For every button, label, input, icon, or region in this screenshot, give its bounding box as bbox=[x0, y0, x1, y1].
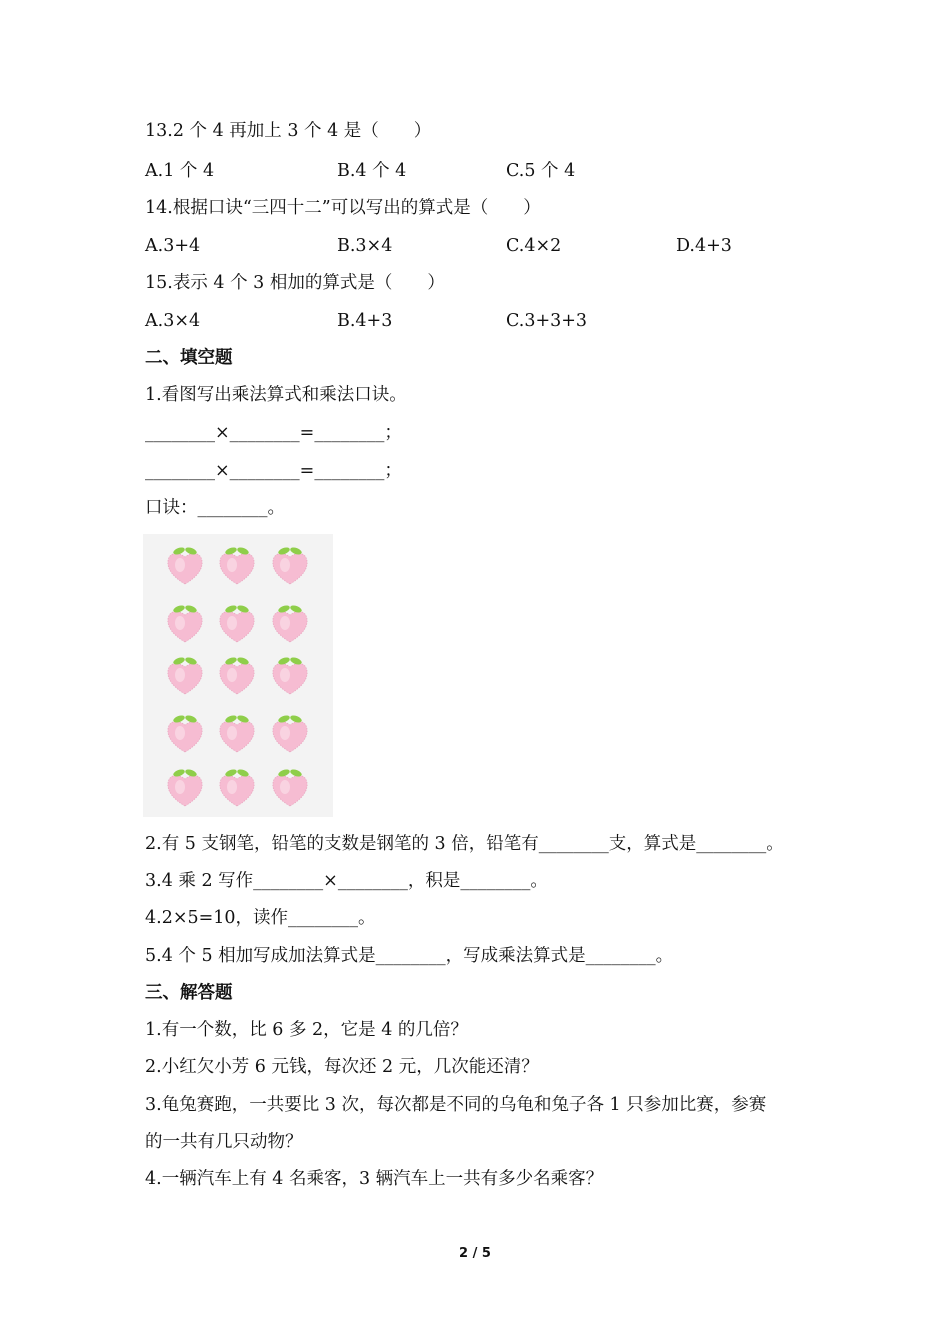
section-heading-answer: 三、解答题 bbox=[145, 983, 233, 1003]
peach-icon bbox=[270, 544, 310, 586]
question-14: 14.根据口诀“三四十二”可以写出的算式是（ ） bbox=[145, 198, 541, 218]
peach-icon bbox=[165, 766, 205, 808]
peach-icon bbox=[165, 712, 205, 754]
peach-icon bbox=[270, 766, 310, 808]
peach-icon bbox=[165, 602, 205, 644]
q15-option-b: B.4+3 bbox=[337, 311, 393, 331]
peach-icon bbox=[217, 712, 257, 754]
q14-option-a: A.3+4 bbox=[145, 236, 201, 256]
q14-option-d: D.4+3 bbox=[676, 236, 732, 256]
peach-icon bbox=[217, 766, 257, 808]
peach-icon bbox=[270, 654, 310, 696]
answer-question-2: 2.小红欠小芳 6 元钱，每次还 2 元，几次能还清？ bbox=[145, 1057, 539, 1077]
q13-option-a: A.1 个 4 bbox=[145, 161, 215, 181]
section-heading-fill-blank: 二、填空题 bbox=[145, 348, 233, 368]
fill-q1-blank-line-1: ________×________=________； bbox=[145, 423, 402, 443]
answer-question-3-line-2: 的一共有几只动物？ bbox=[145, 1132, 303, 1152]
peach-icon bbox=[165, 544, 205, 586]
peach-icon bbox=[165, 654, 205, 696]
q14-option-b: B.3×4 bbox=[337, 236, 393, 256]
peach-icon bbox=[217, 602, 257, 644]
peach-icon bbox=[270, 602, 310, 644]
peach-icon bbox=[217, 654, 257, 696]
question-13: 13.2 个 4 再加上 3 个 4 是（ ） bbox=[145, 121, 432, 141]
fill-question-2: 2.有 5 支钢笔，铅笔的支数是钢笔的 3 倍，铅笔有________支，算式是________。 bbox=[145, 834, 784, 854]
fill-question-4: 4.2×5=10，读作________。 bbox=[145, 908, 376, 928]
q15-option-a: A.3×4 bbox=[145, 311, 201, 331]
q13-option-b: B.4 个 4 bbox=[337, 161, 407, 181]
q14-option-c: C.4×2 bbox=[506, 236, 562, 256]
peach-icon bbox=[217, 544, 257, 586]
q13-option-c: C.5 个 4 bbox=[506, 161, 576, 181]
peach-figure bbox=[143, 534, 333, 817]
fill-question-3: 3.4 乘 2 写作________×________，积是________。 bbox=[145, 871, 548, 891]
peach-icon bbox=[270, 712, 310, 754]
fill-question-1: 1.看图写出乘法算式和乘法口诀。 bbox=[145, 385, 407, 405]
answer-question-1: 1.有一个数，比 6 多 2，它是 4 的几倍？ bbox=[145, 1020, 468, 1040]
answer-question-3-line-1: 3.龟兔赛跑，一共要比 3 次，每次都是不同的乌龟和兔子各 1 只参加比赛，参赛 bbox=[145, 1095, 767, 1115]
fill-question-5: 5.4 个 5 相加写成加法算式是________，写成乘法算式是________。 bbox=[145, 946, 674, 966]
question-15: 15.表示 4 个 3 相加的算式是（ ） bbox=[145, 273, 445, 293]
page-number: 2 / 5 bbox=[459, 1246, 491, 1261]
fill-q1-blank-line-2: ________×________=________； bbox=[145, 461, 402, 481]
q15-option-c: C.3+3+3 bbox=[506, 311, 588, 331]
fill-q1-mnemonic-line: 口诀：________。 bbox=[145, 498, 285, 518]
answer-question-4: 4.一辆汽车上有 4 名乘客，3 辆汽车上一共有多少名乘客？ bbox=[145, 1169, 604, 1189]
